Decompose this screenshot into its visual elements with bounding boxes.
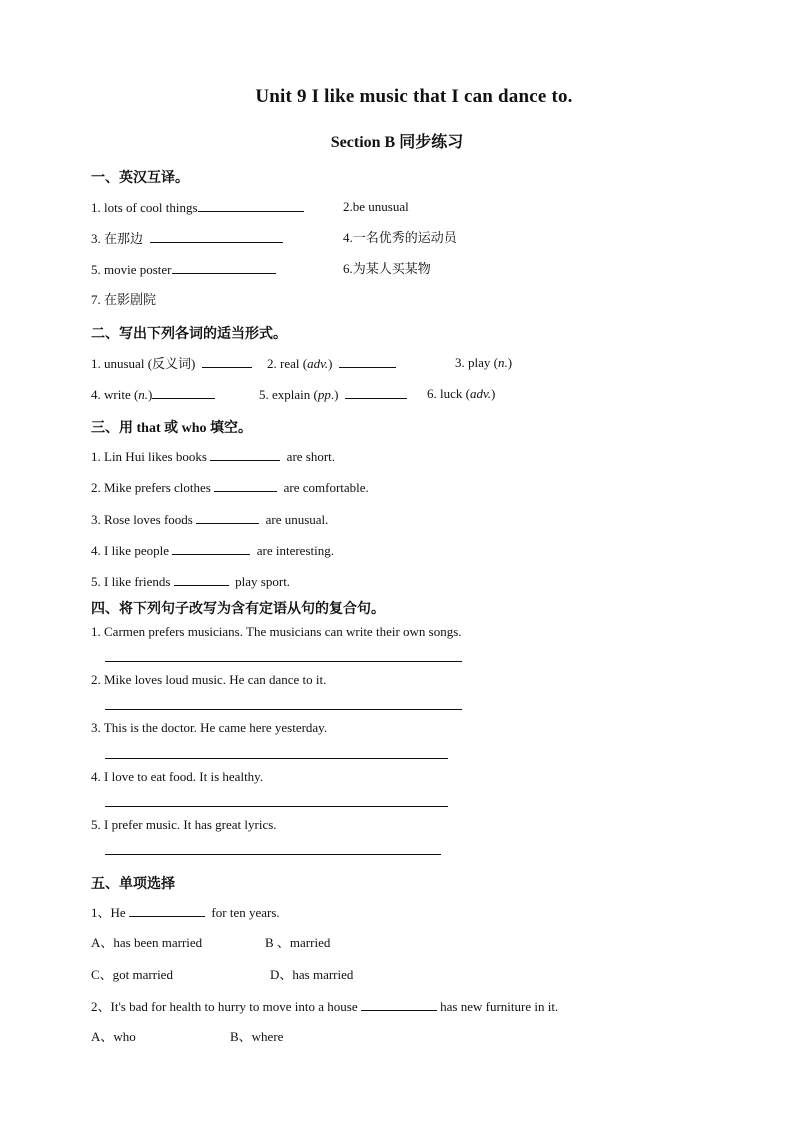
answer-blank[interactable] bbox=[361, 998, 437, 1011]
s4-item-4: 4. I love to eat food. It is healthy. bbox=[91, 769, 264, 784]
section-3-heading: 三、用 that 或 who 填空。 bbox=[91, 421, 253, 436]
answer-line[interactable] bbox=[105, 661, 462, 662]
page-subtitle: Section B 同步练习 bbox=[330, 134, 464, 151]
s2-item-3 bbox=[455, 355, 512, 371]
section-1-heading: 一、英汉互译。 bbox=[91, 171, 189, 186]
s5-q2-option-b[interactable]: B、where bbox=[230, 1029, 284, 1044]
s1-item-7: 7. 在影剧院 bbox=[91, 292, 157, 307]
s2-item-2-word: 2. real ( bbox=[267, 356, 308, 371]
s2-item-3-pos: n. bbox=[497, 355, 508, 370]
s3-item-3-text: 3. Rose loves foods bbox=[91, 512, 193, 527]
s3-item-1-end: are short. bbox=[286, 449, 336, 464]
section-5-heading: 五、单项选择 bbox=[91, 877, 175, 892]
s2-item-5 bbox=[259, 386, 407, 403]
s5-q1-end: for ten years. bbox=[211, 905, 280, 920]
s1-item-5 bbox=[91, 261, 276, 278]
answer-line[interactable] bbox=[105, 854, 441, 855]
s2-item-6-close: ) bbox=[491, 386, 496, 401]
answer-line[interactable] bbox=[105, 709, 462, 710]
answer-line[interactable] bbox=[105, 806, 448, 807]
s2-item-5-close: .) bbox=[330, 387, 339, 402]
s2-item-1-text: 1. unusual (反义词) bbox=[91, 356, 196, 371]
section-4-heading: 四、将下列句子改写为含有定语从句的复合句。 bbox=[91, 602, 385, 617]
s3-item-2-text: 2. Mike prefers clothes bbox=[91, 480, 211, 495]
s4-item-2: 2. Mike loves loud music. He can dance to it. bbox=[91, 672, 327, 687]
answer-blank[interactable] bbox=[172, 542, 250, 555]
s2-item-6-pos: adv. bbox=[469, 386, 492, 401]
s1-item-4: 4.一名优秀的运动员 bbox=[343, 230, 457, 245]
s2-item-1 bbox=[91, 355, 252, 372]
answer-blank[interactable] bbox=[196, 511, 259, 524]
s4-item-5: 5. I prefer music. It has great lyrics. bbox=[91, 817, 277, 832]
answer-blank[interactable] bbox=[210, 448, 280, 461]
s3-item-4 bbox=[91, 542, 334, 559]
s2-item-4-close: ) bbox=[148, 387, 153, 402]
s4-item-1: 1. Carmen prefers musicians. The musicians can write their own songs. bbox=[91, 624, 462, 639]
s1-item-6: 6.为某人买某物 bbox=[343, 261, 431, 276]
s5-q1-stem: 1、He bbox=[91, 905, 126, 920]
s2-item-4-pos: n. bbox=[138, 387, 149, 402]
answer-blank[interactable] bbox=[202, 355, 252, 368]
s2-item-5-pos: pp bbox=[317, 387, 331, 402]
answer-blank[interactable] bbox=[174, 573, 229, 586]
answer-blank[interactable] bbox=[339, 355, 396, 368]
s3-item-5 bbox=[91, 573, 290, 590]
s2-item-4-word: 4. write ( bbox=[91, 387, 139, 402]
s2-item-2-pos: adv. bbox=[307, 356, 329, 371]
s5-q2-end: has new furniture in it. bbox=[440, 999, 559, 1014]
s2-item-6-word: 6. luck ( bbox=[427, 386, 470, 401]
s5-q2-option-a[interactable]: A、who bbox=[91, 1029, 136, 1044]
s5-question-2 bbox=[91, 998, 558, 1015]
s1-item-1 bbox=[91, 199, 304, 216]
s5-q1-option-b[interactable]: B 、married bbox=[265, 935, 331, 950]
s3-item-2 bbox=[91, 479, 369, 496]
s5-q1-option-a[interactable]: A、has been married bbox=[91, 935, 203, 950]
s3-item-3 bbox=[91, 511, 328, 528]
page-title: Unit 9 I like music that I can dance to. bbox=[255, 86, 573, 107]
s3-item-1-text: 1. Lin Hui likes books bbox=[91, 449, 207, 464]
s1-item-3-text: 3. 在那边 bbox=[91, 231, 144, 246]
s3-item-2-end: are comfortable. bbox=[283, 480, 369, 495]
s5-question-1 bbox=[91, 904, 280, 921]
s5-q2-stem: 2、It's bad for health to hurry to move into a house bbox=[91, 999, 358, 1014]
s1-item-3 bbox=[91, 230, 283, 247]
s2-item-2 bbox=[267, 355, 396, 372]
answer-blank[interactable] bbox=[214, 479, 277, 492]
s2-item-5-word: 5. explain ( bbox=[259, 387, 318, 402]
s2-item-3-word: 3. play ( bbox=[455, 355, 498, 370]
s3-item-1 bbox=[91, 448, 335, 465]
answer-line[interactable] bbox=[105, 758, 448, 759]
s3-item-3-end: are unusual. bbox=[265, 512, 329, 527]
answer-blank[interactable] bbox=[152, 386, 215, 399]
s3-item-5-end: play sport. bbox=[235, 574, 291, 589]
s3-item-5-text: 5. I like friends bbox=[91, 574, 171, 589]
answer-blank[interactable] bbox=[150, 230, 283, 243]
s5-q1-option-d[interactable]: D、has married bbox=[270, 967, 354, 982]
answer-blank[interactable] bbox=[129, 904, 205, 917]
s2-item-4 bbox=[91, 386, 215, 403]
s3-item-4-text: 4. I like people bbox=[91, 543, 169, 558]
s5-q1-option-c[interactable]: C、got married bbox=[91, 967, 173, 982]
s2-item-6 bbox=[427, 386, 495, 402]
answer-blank[interactable] bbox=[172, 261, 276, 274]
section-2-heading: 二、写出下列各词的适当形式。 bbox=[91, 327, 287, 342]
s4-item-3: 3. This is the doctor. He came here yesterday. bbox=[91, 720, 328, 735]
s2-item-2-close: ) bbox=[328, 356, 333, 371]
s1-item-2: 2.be unusual bbox=[343, 199, 409, 214]
s3-item-4-end: are interesting. bbox=[256, 543, 334, 558]
s2-item-3-close: ) bbox=[507, 355, 513, 370]
answer-blank[interactable] bbox=[198, 199, 304, 212]
s1-item-5-text: 5. movie poster bbox=[91, 262, 172, 277]
answer-blank[interactable] bbox=[345, 386, 407, 399]
s1-item-1-text: 1. lots of cool things bbox=[91, 200, 198, 215]
